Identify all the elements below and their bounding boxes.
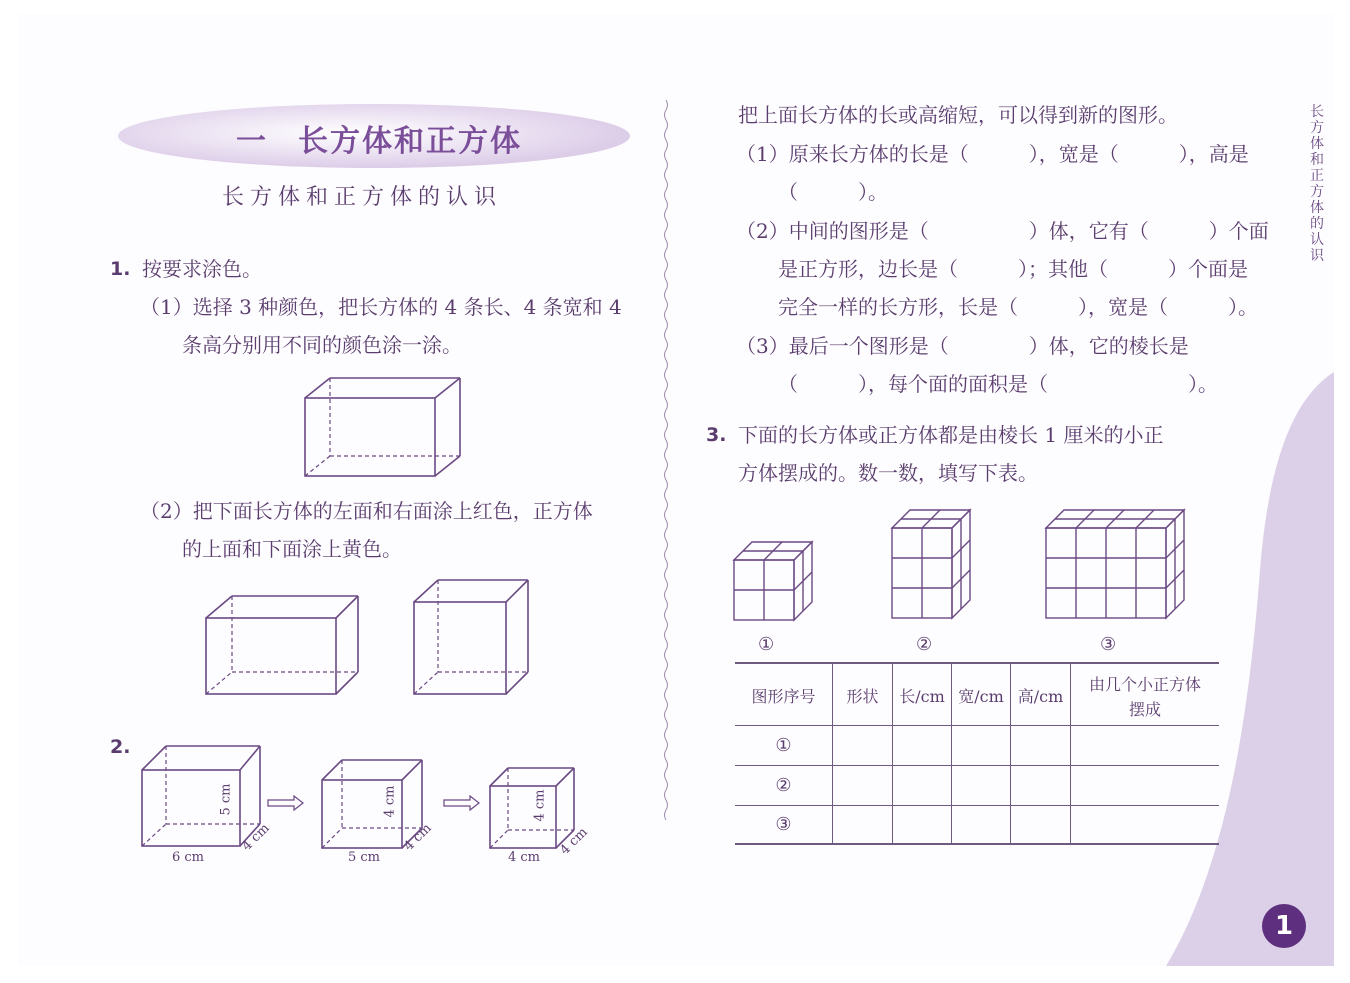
section-title: 长方体和正方体的认识 — [222, 185, 503, 210]
q1-number: 1. — [110, 258, 131, 280]
arrow-1 — [268, 796, 304, 810]
table-row-label-3: ③ — [775, 814, 792, 835]
chapter-title: 长方体和正方体 — [298, 124, 522, 159]
table-header-shape: 形状 — [846, 687, 879, 706]
page-divider — [662, 100, 670, 870]
q2-intro: 把上面长方体的长或高缩短，可以得到新的图形。 — [738, 103, 1178, 127]
q1-part2-line1: （2）把下面长方体的左面和右面涂上红色，正方体 — [140, 499, 593, 523]
table-header-height: 高/cm — [1017, 687, 1064, 706]
q3-line1: 下面的长方体或正方体都是由棱长 1 厘米的小正 — [738, 423, 1164, 447]
q2-line-1: （1）原来长方体的长是（ ），宽是（ ），高是 — [736, 142, 1249, 166]
q2-fig1-width: 4 cm — [239, 820, 273, 855]
q3-figure-3-label: ③ — [1100, 634, 1117, 655]
q3-figure-1 — [730, 538, 826, 628]
table-row-label-2: ② — [775, 775, 792, 796]
q2-fig2-width: 4 cm — [401, 820, 435, 855]
page-number-badge: 1 — [1262, 904, 1306, 948]
q2-line-2: （ ）。 — [778, 180, 888, 204]
q3-figure-2-label: ② — [916, 634, 933, 655]
table-header-count-line2: 摆成 — [1128, 700, 1161, 719]
table-header-count-line1: 由几个小正方体 — [1088, 675, 1201, 694]
q2-line-3: （2）中间的图形是（ ）体，它有（ ）个面 — [736, 219, 1269, 243]
q1-cuboid-figure-2 — [202, 592, 362, 698]
table-row-label-1: ① — [775, 735, 792, 756]
q2-fig3-width: 4 cm — [557, 824, 591, 859]
table-header-figure-no: 图形序号 — [751, 687, 816, 706]
q3-figure-3 — [1042, 506, 1196, 628]
q2-number: 2. — [110, 736, 131, 758]
q3-line2: 方体摆成的。数一数，填写下表。 — [738, 461, 1038, 485]
q3-figure-1-label: ① — [758, 634, 775, 655]
q2-line-7: （ ），每个面的面积是（ ）。 — [778, 372, 1218, 396]
q1-part2-line2: 的上面和下面涂上黄色。 — [182, 537, 402, 561]
q1-part1-line2: 条高分别用不同的颜色涂一涂。 — [182, 333, 462, 357]
arrow-2 — [444, 796, 480, 810]
q3-number: 3. — [706, 424, 727, 446]
q2-line-5: 完全一样的长方形，长是（ ），宽是（ ）。 — [778, 295, 1258, 319]
q2-fig2-height: 4 cm — [382, 785, 398, 818]
chapter-number: 一 — [236, 124, 268, 159]
q1-part1-line1: （1）选择 3 种颜色，把长方体的 4 条长、4 条宽和 4 — [140, 295, 622, 319]
q2-line-6: （3）最后一个图形是（ ）体，它的棱长是 — [736, 334, 1189, 358]
q2-line-4: 是正方形，边长是（ ）；其他（ ）个面是 — [778, 257, 1248, 281]
q2-fig1-height: 5 cm — [218, 783, 234, 816]
side-tab-label: 长方体和正方体的认识 — [1310, 104, 1324, 264]
q1-prompt: 按要求涂色。 — [142, 257, 262, 281]
q2-fig1-length: 6 cm — [172, 850, 205, 865]
table-header-length: 长/cm — [899, 687, 945, 706]
table-header-width: 宽/cm — [958, 687, 1004, 706]
q2-fig3-length: 4 cm — [508, 850, 541, 865]
q2-fig2-length: 5 cm — [348, 850, 381, 865]
q3-figure-2 — [888, 506, 984, 628]
q1-cuboid-figure — [300, 374, 465, 480]
q2-fig3-height: 4 cm — [532, 789, 548, 822]
q1-cube-figure — [410, 576, 534, 698]
